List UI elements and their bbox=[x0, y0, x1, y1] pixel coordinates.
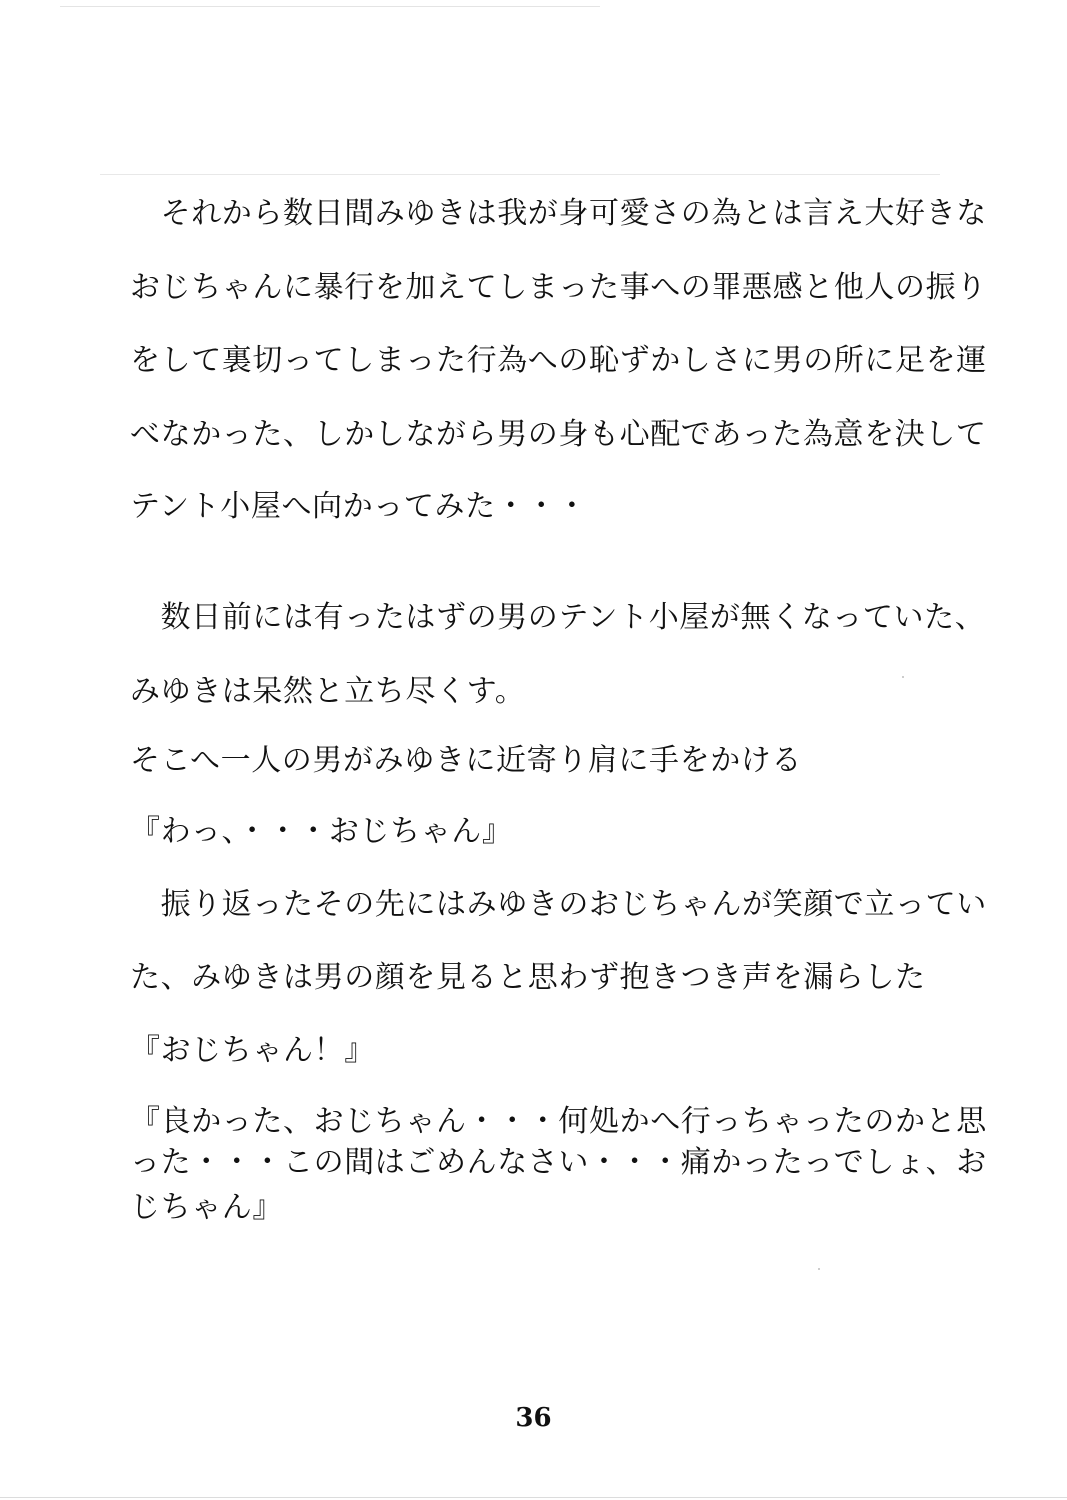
text-line: 振り返ったその先にはみゆきのおじちゃんが笑顔で立ってい bbox=[130, 887, 987, 922]
scan-speck bbox=[902, 676, 904, 678]
text-line: った・・・この間はごめんなさい・・・痛かったっでしょ、お bbox=[130, 1145, 987, 1180]
text-line: それから数日間みゆきは我が身可愛さの為とは言え大好きな bbox=[130, 196, 987, 231]
scan-speck bbox=[818, 1268, 820, 1270]
header-rule bbox=[100, 174, 940, 175]
text-line: みゆきは呆然と立ち尽くす。 bbox=[130, 674, 526, 709]
text-line: テント小屋へ向かってみた・・・ bbox=[130, 489, 588, 524]
text-line: 『わっ、・・・おじちゃん』 bbox=[130, 814, 513, 849]
text-line: をして裏切ってしまった行為への恥ずかしさに男の所に足を運 bbox=[130, 343, 987, 378]
text-line: 『良かった、おじちゃん・・・何処かへ行っちゃったのかと思 bbox=[130, 1104, 987, 1139]
text-line: 数日前には有ったはずの男のテント小屋が無くなっていた、 bbox=[130, 600, 986, 635]
text-line: 『おじちゃん！』 bbox=[130, 1033, 375, 1068]
text-line: じちゃん』 bbox=[130, 1190, 283, 1225]
scan-edge-bottom bbox=[0, 1497, 1067, 1498]
text-line: おじちゃんに暴行を加えてしまった事への罪悪感と他人の振り bbox=[130, 270, 987, 305]
text-line: べなかった、しかしながら男の身も心配であった為意を決して bbox=[130, 417, 987, 452]
text-line: そこへ一人の男がみゆきに近寄り肩に手をかける bbox=[130, 743, 802, 778]
scan-edge-top bbox=[60, 6, 600, 7]
page-number: 36 bbox=[515, 1403, 552, 1433]
text-line: た、みゆきは男の顔を見ると思わず抱きつき声を漏らした bbox=[130, 960, 926, 995]
